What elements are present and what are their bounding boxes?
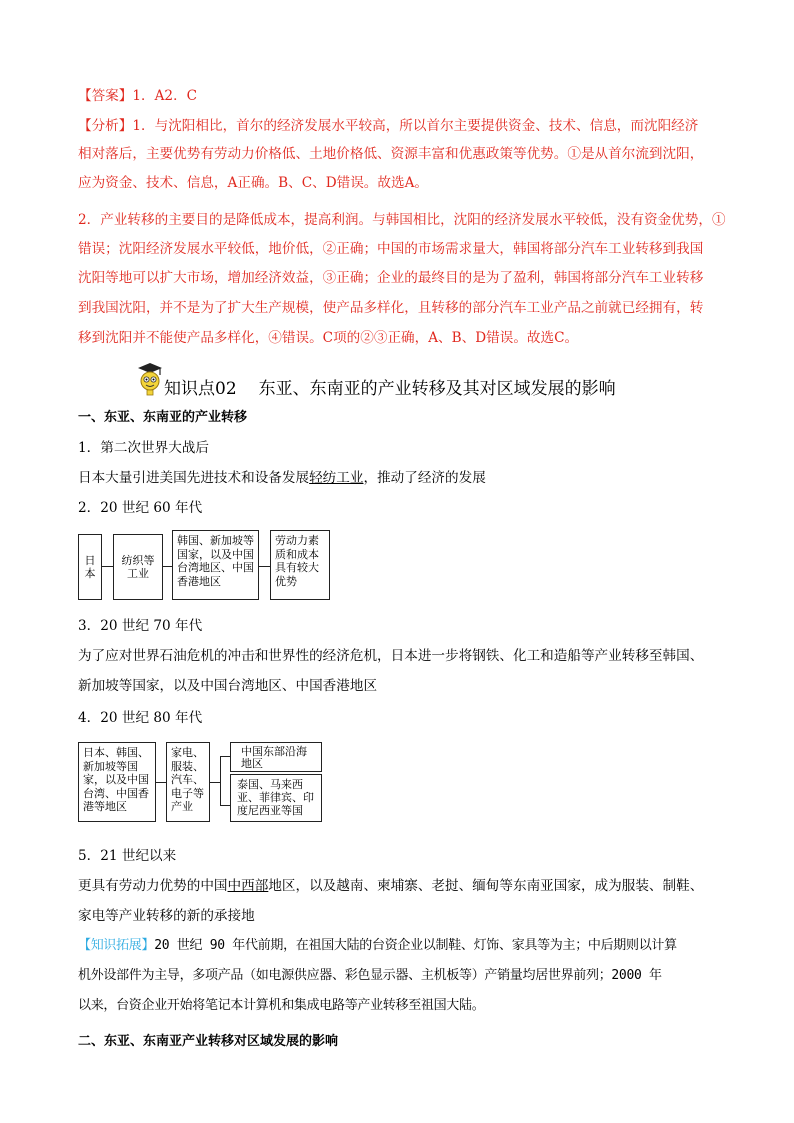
diagram60-connector: [163, 566, 172, 567]
extension-line-3: 以来，台资企业开始将笔记本计算机和集成电路等产业转移至祖国大陆。: [78, 998, 485, 1013]
diagram80-connector: [220, 756, 230, 757]
item3-line1: 为了应对世界石油危机的冲击和世界性的经济危机，日本进一步将钢铁、化工和造船等产业转移至韩国、: [78, 648, 704, 664]
item5-line1: 更具有劳动力优势的中国中西部地区，以及越南、柬埔寨、老挝、缅甸等东南亚国家，成为服装、制鞋、: [78, 878, 704, 894]
knowledge-title: [164, 374, 616, 399]
diagram60-connector: [102, 566, 113, 567]
extension-line-1: 【知识拓展】20 世纪 90 年代前期，在祖国大陆的台资企业以制鞋、灯饰、家具等为主；中后期则以计算: [78, 938, 677, 953]
analysis-line-6: 沈阳等地可以扩大市场，增加经济效益，③正确；企业的最终目的是为了盈利，韩国将部分汽车工业转移: [78, 270, 704, 286]
diagram80-box-southeast-asia: 泰国、马来西亚、菲律宾、印度尼西亚等国: [230, 774, 322, 822]
analysis-tag: 【分析】: [78, 118, 133, 134]
item5-title: 5．21 世纪以来: [78, 848, 177, 864]
diagram60-box-industry: 纺织等工业: [113, 534, 163, 600]
answer-tag: 【答案】: [78, 88, 133, 104]
diagram80-box-china-east: 中国东部沿海地区: [230, 742, 322, 772]
item4-title: 4．20 世纪 80 年代: [78, 710, 203, 726]
analysis-line-7: 到我国沈阳，并不是为了扩大生产规模，使产品多样化，且转移的部分汽车工业产品之前就已经拥有，转: [78, 300, 704, 316]
diagram80-connector: [220, 805, 230, 806]
diagram60-box-advantage: 劳动力素质和成本具有较大优势: [270, 530, 330, 600]
diagram60-box-receivers: 韩国、新加坡等国家，以及中国台湾地区、中国香港地区: [172, 530, 259, 600]
diagram60-box-japan: 日本: [78, 534, 102, 600]
extension-line-2: 机外设部件为主导，多项产品（如电源供应器、彩色显示器、主机板等）产销量均居世界前列；2000 年: [78, 968, 662, 983]
item5-line2: 家电等产业转移的新的承接地: [78, 908, 255, 924]
analysis-line-5: 错误；沈阳经济发展水平较低，地价低，②正确；中国的市场需求量大，韩国将部分汽车工业转移到我国: [78, 241, 704, 257]
item1-title: 1．第二次世界大战后: [78, 440, 209, 456]
extension-tag: 【知识拓展】: [78, 938, 155, 953]
diagram60-connector: [259, 566, 270, 567]
diagram80-connector: [220, 756, 221, 806]
analysis-line-1: 【分析】1．与沈阳相比，首尔的经济发展水平较高，所以首尔主要提供资金、技术、信息，而沈阳经济: [78, 118, 699, 134]
analysis-line-2: 相对落后，主要优势有劳动力价格低、土地价格低、资源丰富和优惠政策等优势。①是从首尔流到沈阳，: [78, 146, 704, 162]
diagram80-box-industries: 家电、服装、汽车、电子等产业: [166, 742, 210, 822]
item1-text: 日本大量引进美国先进技术和设备发展轻纺工业，推动了经济的发展: [78, 470, 486, 486]
answer-line: [78, 84, 197, 104]
section2-heading: 二、东亚、东南亚产业转移对区域发展的影响: [78, 1034, 339, 1049]
analysis-line-8: 移到沈阳并不能使产品多样化，④错误。C项的②③正确，A、B、D错误。故选C。: [78, 330, 579, 346]
item3-title: 3．20 世纪 70 年代: [78, 618, 203, 634]
scholar-mascot-icon: [134, 362, 164, 396]
analysis-line-3: 应为资金、技术、信息，A正确。B、C、D错误。故选A。: [78, 175, 428, 191]
analysis-line-4: 2．产业转移的主要目的是降低成本，提高利润。与韩国相比，沈阳的经济发展水平较低，没有资金优势，①: [78, 212, 726, 228]
diagram80-connector: [210, 782, 220, 783]
item2-title: 2．20 世纪 60 年代: [78, 500, 203, 516]
answer-text: 1．A2．C: [132, 88, 198, 104]
diagram80-connector: [156, 782, 166, 783]
diagram80-box-origin: 日本、韩国、新加坡等国家，以及中国台湾、中国香港等地区: [78, 742, 156, 822]
knowledge-topic: 东亚、东南亚的产业转移及其对区域发展的影响: [258, 379, 616, 399]
knowledge-label: 知识点02: [164, 379, 237, 399]
section1-heading: 一、东亚、东南亚的产业转移: [78, 410, 248, 425]
item3-line2: 新加坡等国家，以及中国台湾地区、中国香港地区: [78, 678, 378, 694]
